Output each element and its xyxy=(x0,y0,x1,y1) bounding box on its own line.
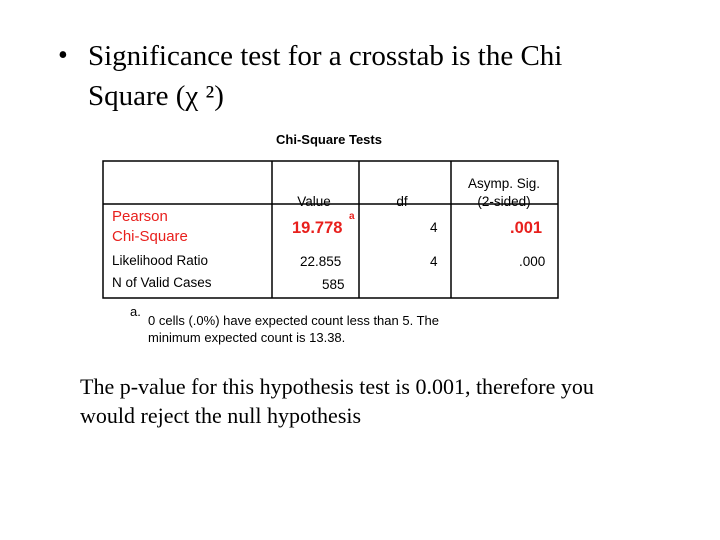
conclusion-text xyxy=(80,372,680,430)
row-pearson-label-line-2: Chi-Square xyxy=(112,228,188,245)
footnote-line-2: minimum expected count is 13.38. xyxy=(148,330,346,345)
row-pearson-footnote-marker: a xyxy=(349,211,355,222)
row-pearson-value: 19.778 xyxy=(292,219,343,237)
footnote-line-1: 0 cells (.0%) have expected count less than 5. The xyxy=(148,313,439,328)
row-likelihood-label: Likelihood Ratio xyxy=(112,253,209,268)
bullet-line-2: Square (χ ²) xyxy=(88,80,224,112)
row-likelihood-df: 4 xyxy=(430,254,438,269)
row-likelihood-value: 22.855 xyxy=(300,254,342,269)
header-asymp-line-1: Asymp. Sig. xyxy=(467,176,541,191)
footnote-marker: a. xyxy=(130,304,141,319)
table-title: Chi-Square Tests xyxy=(276,132,382,147)
row-valid-cases-value: 585 xyxy=(322,277,345,292)
row-pearson-df: 4 xyxy=(430,220,438,235)
header-asymp-line-2: (2-sided) xyxy=(477,194,531,209)
row-pearson-label-line-1: Pearson xyxy=(112,208,168,225)
conclusion-line-1: The p-value for this hypothesis test is 0.001, therefore you xyxy=(80,374,594,399)
bullet-line-1: Significance test for a crosstab is the Chi xyxy=(88,40,563,72)
row-likelihood-sig: .000 xyxy=(519,254,546,269)
header-df: df xyxy=(396,194,408,209)
conclusion-line-2: would reject the null hypothesis xyxy=(80,403,362,428)
header-value: Value xyxy=(297,194,331,209)
row-pearson-sig: .001 xyxy=(510,219,543,237)
bullet-marker: • xyxy=(58,40,68,71)
bullet-text xyxy=(88,36,688,116)
row-valid-cases-label: N of Valid Cases xyxy=(112,275,212,290)
